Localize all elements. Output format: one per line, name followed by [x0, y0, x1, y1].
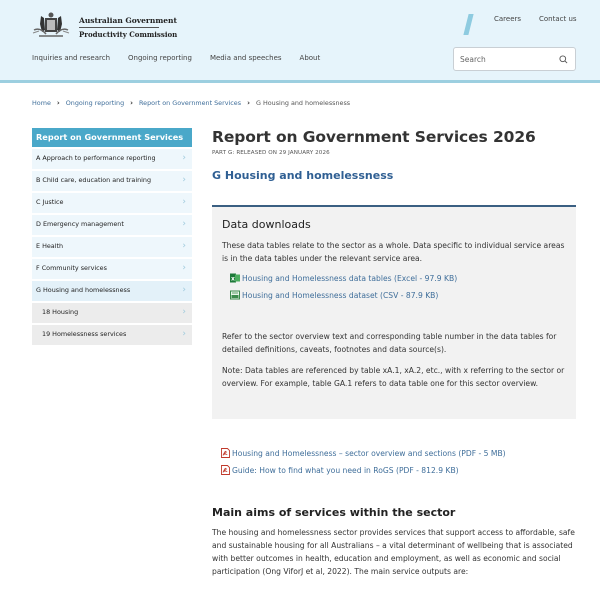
- search-box: [453, 47, 576, 71]
- chevron-right-icon: ›: [182, 307, 186, 317]
- pdf-icon: [221, 465, 230, 475]
- excel-download-link[interactable]: [230, 273, 457, 283]
- csv-icon: [230, 290, 240, 300]
- search-input[interactable]: [460, 53, 555, 66]
- logo-line-government: Australian Government: [79, 16, 177, 25]
- data-downloads-intro: These data tables relate to the sector as a whole. Data specific to individual service areas is in the data tables under the relevant service area.: [222, 241, 565, 263]
- chevron-right-icon: ›: [182, 263, 186, 273]
- sidebar-item-housing[interactable]: [32, 303, 192, 323]
- data-downloads-heading: Data downloads: [222, 218, 311, 231]
- excel-icon: [230, 273, 240, 283]
- careers-link[interactable]: Careers: [494, 15, 522, 23]
- sidebar-item-community[interactable]: [32, 259, 192, 279]
- sidebar-title[interactable]: Report on Government Services: [32, 128, 192, 147]
- section-title: G Housing and homelessness: [212, 169, 394, 182]
- breadcrumb-report-on-government-services[interactable]: Report on Government Services: [139, 99, 242, 107]
- site-logo[interactable]: [31, 10, 178, 42]
- main-nav: [32, 54, 338, 62]
- chevron-right-icon: ›: [182, 175, 186, 185]
- nav-about[interactable]: About: [299, 54, 321, 62]
- rogs-guide-pdf-link[interactable]: [221, 465, 459, 475]
- sidebar-nav: [32, 128, 192, 345]
- decorative-slash: [463, 14, 473, 35]
- chevron-right-icon: ›: [182, 197, 186, 207]
- nav-inquiries-and-research[interactable]: Inquiries and research: [32, 54, 111, 62]
- chevron-right-icon: ›: [182, 153, 186, 163]
- sidebar-item-label: G Housing and homelessness: [36, 286, 131, 294]
- main-aims-heading: Main aims of services within the sector: [212, 506, 456, 519]
- nav-media-and-speeches[interactable]: Media and speeches: [209, 54, 282, 62]
- breadcrumb-current: G Housing and homelessness: [255, 99, 351, 107]
- logo-line-commission: Productivity Commission: [79, 30, 178, 39]
- sidebar-item-homelessness-services[interactable]: [32, 325, 192, 345]
- sidebar-item-label: F Community services: [36, 264, 107, 272]
- main-aims-text: The housing and homelessness sector provides services that support access to affordable, safe and sustainable housing for all Australians – a vital determinant of wellbeing that is associated with better outcomes in health, education and employment, as well as economic and social participation (Ong ViforJ et al, 2022). The main service outputs are:: [212, 528, 575, 576]
- breadcrumb-chevron-icon: ›: [56, 99, 60, 107]
- sidebar-item-label: 19 Homelessness services: [42, 330, 127, 338]
- coat-of-arms-icon: [31, 10, 71, 42]
- breadcrumb: [32, 99, 350, 107]
- data-downloads-panel: [212, 205, 576, 419]
- sidebar-item-label: C Justice: [36, 198, 64, 206]
- excel-download-label: Housing and Homelessness data tables (Excel - 97.9 KB): [242, 273, 458, 283]
- chevron-right-icon: ›: [182, 219, 186, 229]
- csv-download-link[interactable]: [230, 290, 438, 300]
- page-title: Report on Government Services 2026: [212, 128, 536, 146]
- breadcrumb-home[interactable]: Home: [32, 99, 51, 107]
- csv-download-label: Housing and Homelessness dataset (CSV - 87.9 KB): [242, 290, 439, 300]
- contact-us-link[interactable]: Contact us: [539, 15, 577, 23]
- site-header: [0, 0, 600, 83]
- release-date: PART G: RELEASED ON 29 JANUARY 2026: [212, 150, 330, 156]
- breadcrumb-chevron-icon: ›: [130, 99, 134, 107]
- logo-divider: [79, 27, 159, 28]
- sidebar-item-health[interactable]: [32, 237, 192, 257]
- search-icon[interactable]: [559, 55, 568, 64]
- main-content: [212, 128, 576, 182]
- breadcrumb-ongoing-reporting[interactable]: Ongoing reporting: [65, 99, 125, 107]
- sidebar-item-emergency[interactable]: [32, 215, 192, 235]
- data-downloads-note: Note: Data tables are referenced by table xA.1, xA.2, etc., with x referring to the sector or overview. For example, table GA.1 refers to data table one for this sector overview.: [222, 366, 565, 388]
- sidebar-item-child-care[interactable]: [32, 171, 192, 191]
- sidebar-item-approach[interactable]: [32, 149, 192, 169]
- data-downloads-refer-text: Refer to the sector overview text and corresponding table number in the data tables for detailed definitions, caveats, footnotes and data source(s).: [222, 332, 557, 354]
- sidebar-item-label: E Health: [36, 242, 64, 250]
- chevron-right-icon: ›: [182, 241, 186, 251]
- svg-text:x: x: [231, 275, 235, 283]
- sidebar-item-label: B Child care, education and training: [36, 176, 152, 184]
- chevron-right-icon: ›: [182, 285, 186, 295]
- sidebar-item-justice[interactable]: [32, 193, 192, 213]
- nav-ongoing-reporting[interactable]: Ongoing reporting: [128, 54, 192, 62]
- sector-overview-pdf-label: Housing and Homelessness – sector overview and sections (PDF - 5 MB): [232, 448, 506, 458]
- sidebar-item-label: A Approach to performance reporting: [36, 154, 156, 162]
- sidebar-item-label: D Emergency management: [36, 220, 124, 228]
- sidebar-item-housing-homelessness[interactable]: [32, 281, 192, 301]
- sector-overview-pdf-link[interactable]: [221, 448, 506, 458]
- pdf-icon: [221, 448, 230, 458]
- rogs-guide-pdf-label: Guide: How to find what you need in RoGS (PDF - 812.9 KB): [232, 465, 459, 475]
- breadcrumb-chevron-icon: ›: [247, 99, 250, 107]
- chevron-right-icon: ›: [182, 329, 186, 339]
- sidebar-item-label: 18 Housing: [42, 308, 79, 316]
